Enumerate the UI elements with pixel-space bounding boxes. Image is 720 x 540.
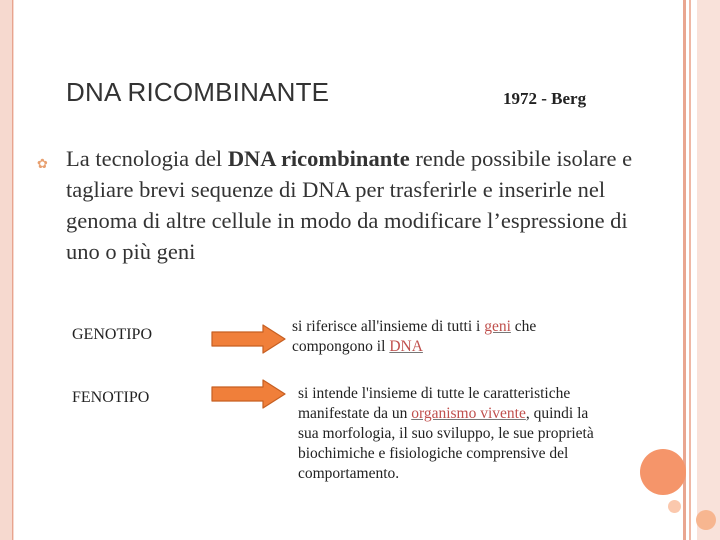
decor-circle-large [640, 449, 686, 495]
right-arrow-icon [211, 379, 287, 409]
geni-link[interactable]: geni [484, 318, 511, 335]
right-decor-stripe [683, 0, 686, 540]
para-text-pre: La tecnologia del [66, 146, 228, 171]
dna-link[interactable]: DNA [389, 338, 423, 355]
fenotipo-def-post: , quindi la sua morfologia, il suo sviluppo, le sue proprietà biochimiche e fisiologiche comprensive del comportamento. [298, 405, 594, 482]
fenotipo-def-pre: si intende l'insieme di tutte le caratteristiche manifestate da un [298, 385, 571, 422]
fenotipo-label: FENOTIPO [72, 389, 150, 406]
decor-circle-medium [696, 510, 716, 530]
decor-circle-small [668, 500, 681, 513]
genotipo-def-pre: si riferisce all'insieme di tutti i [292, 318, 485, 335]
right-arrow-icon [211, 324, 287, 354]
slide-date: 1972 - Berg [503, 89, 587, 108]
para-text-bold: DNA ricombinante [227, 146, 410, 171]
genotipo-definition [292, 317, 612, 357]
para-text-post: rende possibile isolare e tagliare brevi sequenze di DNA per trasferirle e inserirle nel genoma di altre cellule in modo da modificare l’espressione di uno o più geni [66, 146, 633, 264]
bullet-paragraph [66, 143, 666, 267]
organismo-vivente-link[interactable]: organismo vivente [411, 405, 526, 422]
fenotipo-definition [298, 384, 598, 484]
slide-title: DNA RICOMBINANTE [66, 77, 330, 107]
right-decor-band [697, 0, 720, 540]
genotipo-label: GENOTIPO [72, 326, 152, 343]
left-decor-line [12, 0, 13, 540]
right-decor-stripe [689, 0, 691, 540]
genotipo-def-mid: che compongono il [292, 318, 537, 355]
flower-bullet-icon: ✿ [37, 157, 48, 172]
